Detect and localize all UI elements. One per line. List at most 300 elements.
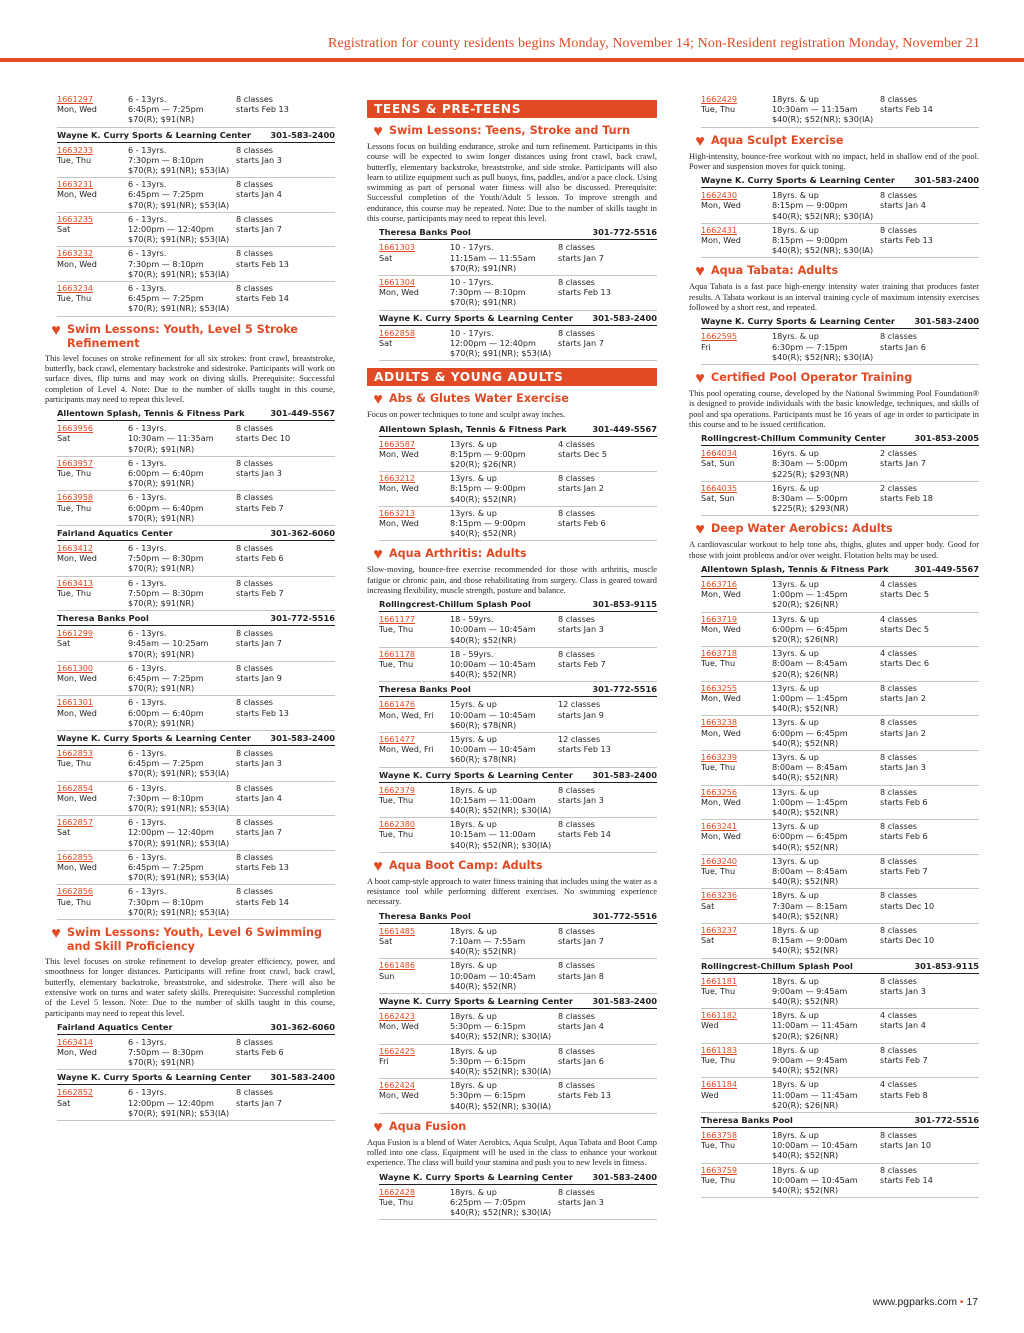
class-time: 7:30pm — 8:10pm [128, 258, 204, 269]
code-days-cell [57, 578, 128, 609]
class-code-link[interactable]: 1664035 [701, 482, 738, 493]
course-heading [689, 371, 979, 386]
class-count: 8 classes [558, 1080, 596, 1091]
classes-start-cell [236, 783, 335, 814]
class-count: 4 classes [880, 578, 918, 589]
column-1 [45, 93, 335, 1121]
class-fee: $40(R); $52(NR); $30(IA) [772, 114, 874, 125]
class-code-link[interactable]: 1662852 [57, 1087, 94, 1098]
class-row [701, 889, 979, 924]
class-row [701, 330, 979, 365]
location-name: Rollingcrest-Chillum Splash Pool [701, 960, 853, 971]
class-time: 10:00am — 10:45am [450, 659, 536, 670]
class-code-link[interactable]: 1664034 [701, 448, 738, 459]
class-row [57, 782, 335, 817]
location-phone: 301-772-5516 [592, 684, 657, 695]
class-fee: $70(R); $91(NR); $53(IA) [128, 872, 230, 883]
class-code-link[interactable]: 1661177 [379, 614, 416, 625]
code-days-cell [701, 717, 772, 748]
class-code-link[interactable]: 1661184 [701, 1079, 738, 1090]
class-days: Sat, Sun [701, 458, 735, 469]
class-days: Mon, Wed [701, 796, 741, 807]
class-fee: $40(R); $52(NR) [772, 703, 839, 714]
location-name: Theresa Banks Pool [701, 1115, 793, 1126]
heart-icon: ♥ [695, 369, 705, 387]
location-header [701, 961, 979, 974]
class-code-link[interactable]: 1661303 [379, 242, 416, 253]
class-days: Mon, Wed [701, 589, 741, 600]
class-code-link[interactable]: 1661181 [701, 975, 738, 986]
class-days: Mon, Wed [57, 258, 97, 269]
class-row [379, 241, 657, 276]
class-code-link[interactable]: 1662854 [57, 782, 94, 793]
location-phone: 301-583-2400 [592, 995, 657, 1006]
age-time-cell [772, 821, 880, 852]
classes-start-cell [880, 752, 979, 783]
class-time: 8:15pm — 9:00pm [450, 483, 526, 494]
class-code-link[interactable]: 1662379 [379, 784, 416, 795]
class-code-link[interactable]: 1663239 [701, 751, 738, 762]
class-row [379, 1010, 657, 1045]
class-fee: $70(R); $91(NR) [128, 648, 195, 659]
class-age: 6 - 13yrs. [128, 851, 167, 862]
class-time: 10:00am — 10:45am [450, 709, 536, 720]
class-age: 6 - 13yrs. [128, 628, 167, 639]
class-code-link[interactable]: 1661183 [701, 1044, 738, 1055]
class-start: starts Jan 3 [236, 467, 282, 478]
course-heading [367, 1120, 657, 1135]
class-age: 6 - 13yrs. [128, 817, 167, 828]
class-code-link[interactable]: 1661485 [379, 925, 416, 936]
heart-icon: ♥ [695, 521, 705, 539]
class-time: 6:45pm — 7:25pm [128, 673, 204, 683]
classes-start-cell [558, 649, 657, 680]
class-code-link[interactable]: 1663238 [701, 717, 738, 728]
class-count: 8 classes [558, 1045, 596, 1056]
class-age: 13yrs. & up [450, 507, 497, 518]
classes-start-cell [558, 614, 657, 645]
class-code-link[interactable]: 1662595 [701, 331, 738, 342]
class-days: Tue, Thu [379, 829, 414, 840]
class-age: 13yrs. & up [772, 578, 819, 589]
heart-icon: ♥ [51, 321, 61, 339]
age-time-cell [772, 94, 880, 125]
class-code-link[interactable]: 1663956 [57, 423, 94, 434]
class-start: starts Jan 2 [880, 727, 926, 738]
classes-start-cell [880, 683, 979, 714]
classes-start-cell [558, 1046, 657, 1077]
class-count: 8 classes [236, 213, 274, 224]
class-age: 13yrs. & up [772, 751, 819, 762]
class-days: Mon, Wed, Fri [379, 709, 434, 720]
class-code-link[interactable]: 1662853 [57, 748, 94, 759]
age-time-cell [128, 663, 236, 694]
location-name: Theresa Banks Pool [379, 910, 471, 921]
class-start: starts Jan 6 [880, 341, 926, 352]
code-days-cell [379, 699, 450, 730]
class-code-link[interactable]: 1662857 [57, 817, 94, 828]
class-fee: $70(R); $91(NR); $53(IA) [128, 165, 230, 176]
class-code-link[interactable]: 1661486 [379, 960, 416, 971]
classes-start-cell [236, 748, 335, 779]
class-count: 8 classes [880, 717, 918, 728]
class-code-link[interactable]: 1663237 [701, 925, 738, 936]
class-count: 8 classes [236, 886, 274, 897]
class-age: 10 - 17yrs. [450, 242, 494, 253]
class-start: starts Jan 3 [880, 762, 926, 773]
class-time: 5:30pm — 6:15pm [450, 1090, 526, 1101]
class-age: 18yrs. & up [450, 1045, 497, 1056]
class-age: 6 - 13yrs. [128, 542, 167, 553]
location-name: Wayne K. Curry Sports & Learning Center [57, 129, 251, 140]
class-count: 8 classes [236, 542, 274, 553]
class-time: 8:00am — 8:45am [772, 762, 848, 773]
classes-start-cell [236, 852, 335, 883]
course-heading [367, 392, 657, 407]
code-days-cell [379, 1080, 450, 1111]
class-start: starts Dec 5 [880, 589, 930, 600]
class-code-link[interactable]: 1662856 [57, 886, 94, 897]
class-code-link[interactable]: 1663213 [379, 507, 416, 518]
class-count: 4 classes [558, 438, 596, 449]
class-start: starts Feb 6 [880, 796, 928, 807]
class-fee: $40(R); $52(NR) [772, 996, 839, 1007]
class-code-link[interactable]: 1662380 [379, 819, 416, 830]
class-count: 8 classes [880, 855, 918, 866]
code-days-cell [57, 1037, 128, 1068]
class-fee: $60(R); $78(NR) [450, 719, 517, 730]
class-code-link[interactable]: 1661477 [379, 734, 416, 745]
class-start: starts Feb 13 [558, 287, 611, 298]
location-header [379, 1172, 657, 1185]
class-code-link[interactable]: 1663414 [57, 1036, 94, 1047]
class-start: starts Jan 3 [558, 1196, 604, 1207]
class-code-link[interactable]: 1662424 [379, 1080, 416, 1091]
class-time: 6:45pm — 7:25pm [128, 862, 204, 873]
class-row [701, 786, 979, 821]
class-time: 6:25pm — 7:05pm [450, 1196, 526, 1207]
age-time-cell [128, 423, 236, 454]
location-name: Wayne K. Curry Sports & Learning Center [379, 769, 573, 780]
class-row [57, 213, 335, 248]
class-row [379, 507, 657, 542]
class-code-link[interactable]: 1663256 [701, 786, 738, 797]
class-fee: $70(R); $91(NR) [128, 1057, 195, 1068]
class-days: Tue, Thu [379, 1196, 414, 1207]
class-row [701, 189, 979, 224]
course-title: Aqua Tabata: Adults [711, 264, 839, 278]
class-fee: $70(R); $91(NR); $53(IA) [128, 837, 230, 848]
classes-start-cell [558, 960, 657, 991]
class-days: Tue, Thu [701, 1055, 736, 1066]
class-code-link[interactable]: 1662855 [57, 851, 94, 862]
class-code-link[interactable]: 1661299 [57, 628, 94, 639]
class-count: 8 classes [236, 144, 274, 155]
class-days: Tue, Thu [379, 624, 414, 635]
code-days-cell [701, 448, 772, 479]
class-code-link[interactable]: 1663232 [57, 248, 94, 259]
class-count: 8 classes [236, 817, 274, 828]
classes-start-cell [558, 785, 657, 816]
class-count: 8 classes [880, 1130, 918, 1141]
class-code-link[interactable]: 1663413 [57, 577, 94, 588]
class-code-link[interactable]: 1663716 [701, 578, 738, 589]
class-count: 8 classes [880, 925, 918, 936]
class-row [701, 855, 979, 890]
age-time-cell [128, 886, 236, 917]
age-time-cell [772, 648, 880, 679]
class-count: 8 classes [236, 179, 274, 190]
location-name: Wayne K. Curry Sports & Learning Center [379, 995, 573, 1006]
class-start: starts Jan 9 [236, 673, 282, 683]
class-row [57, 178, 335, 213]
location-header [57, 528, 335, 541]
code-days-cell [379, 960, 450, 991]
class-code-link[interactable]: 1663719 [701, 613, 738, 624]
class-code-link[interactable]: 1661178 [379, 648, 416, 659]
class-days: Mon, Wed [701, 200, 741, 211]
class-time: 6:00pm — 6:45pm [772, 831, 848, 842]
class-code-link[interactable]: 1662425 [379, 1045, 416, 1056]
class-code-link[interactable]: 1663236 [701, 890, 738, 901]
class-start: starts Jan 3 [880, 985, 926, 996]
class-fee: $70(R); $91(NR); $53(IA) [128, 768, 230, 779]
class-days: Wed [701, 1089, 719, 1100]
class-count: 8 classes [236, 851, 274, 862]
class-row [701, 578, 979, 613]
class-start: starts Jan 7 [558, 935, 604, 946]
class-time: 11:00am — 11:45am [772, 1020, 858, 1031]
class-time: 7:50pm — 8:30pm [128, 587, 204, 598]
code-days-cell [379, 649, 450, 680]
class-row [57, 542, 335, 577]
class-code-link[interactable]: 1661301 [57, 697, 94, 708]
class-start: starts Feb 13 [236, 104, 289, 115]
class-code-link[interactable]: 1663957 [57, 457, 94, 468]
location-header [701, 1115, 979, 1128]
class-age: 6 - 13yrs. [128, 748, 167, 759]
class-fee: $40(R); $52(NR); $30(IA) [772, 245, 874, 256]
class-count: 8 classes [880, 190, 918, 201]
class-time: 8:15pm — 9:00pm [772, 235, 848, 246]
class-code-link[interactable]: 1662430 [701, 190, 738, 201]
class-count: 8 classes [880, 1164, 918, 1175]
class-code-link[interactable]: 1663241 [701, 821, 738, 832]
class-fee: $40(R); $52(NR); $30(IA) [450, 805, 552, 816]
classes-start-cell [236, 214, 335, 245]
class-start: starts Feb 14 [236, 293, 289, 304]
class-code-link[interactable]: 1662423 [379, 1010, 416, 1021]
class-code-link[interactable]: 1663233 [57, 144, 94, 155]
class-count: 8 classes [236, 1087, 274, 1098]
class-count: 8 classes [558, 1186, 596, 1197]
class-fee: $70(R); $91(NR) [128, 563, 195, 574]
code-days-cell [379, 328, 450, 359]
class-count: 8 classes [558, 242, 596, 253]
class-days: Sat, Sun [701, 492, 735, 503]
class-fee: $40(R); $52(NR) [450, 946, 517, 957]
code-days-cell [379, 785, 450, 816]
class-days: Tue, Thu [57, 467, 92, 478]
class-start: starts Feb 6 [880, 831, 928, 842]
location-phone: 301-583-2400 [592, 1171, 657, 1182]
class-code-link[interactable]: 1663255 [701, 682, 738, 693]
course-heading [689, 522, 979, 537]
class-age: 13yrs. & up [772, 682, 819, 693]
class-code-link[interactable]: 1663758 [701, 1130, 738, 1141]
class-code-link[interactable]: 1663234 [57, 283, 94, 294]
age-time-cell [450, 1187, 558, 1218]
class-time: 12:00pm — 12:40pm [128, 827, 214, 838]
class-count: 8 classes [880, 975, 918, 986]
class-start: starts Feb 13 [558, 744, 611, 755]
class-time: 9:45am — 10:25am [128, 638, 209, 649]
age-time-cell [450, 960, 558, 991]
class-row [379, 472, 657, 507]
class-row [379, 1045, 657, 1080]
class-days: Sat [701, 900, 715, 911]
class-fee: $70(R); $91(NR); $53(IA) [128, 803, 230, 814]
class-code-link[interactable]: 1663587 [379, 438, 416, 449]
class-start: starts Feb 13 [236, 258, 289, 269]
code-days-cell [701, 1130, 772, 1161]
class-days: Mon, Wed [379, 1021, 419, 1032]
class-age: 18yrs. & up [450, 1010, 497, 1021]
class-row [379, 784, 657, 819]
class-row [701, 93, 979, 128]
footer-url[interactable]: www.pgparks.com [872, 1297, 958, 1308]
classes-start-cell [558, 1011, 657, 1042]
classes-start-cell [236, 697, 335, 728]
class-age: 6 - 13yrs. [128, 457, 167, 468]
location-phone: 301-583-2400 [592, 312, 657, 323]
code-days-cell [701, 94, 772, 125]
class-start: starts Feb 6 [236, 553, 284, 564]
class-time: 10:00am — 10:45am [772, 1174, 858, 1185]
class-start: starts Jan 6 [558, 1055, 604, 1066]
code-days-cell [701, 752, 772, 783]
class-time: 7:30pm — 8:10pm [128, 154, 204, 165]
class-days: Sat [57, 433, 71, 444]
age-time-cell [772, 890, 880, 921]
age-time-cell [772, 1130, 880, 1161]
class-start: starts Feb 13 [236, 707, 289, 718]
classes-start-cell [880, 1165, 979, 1196]
code-days-cell [701, 976, 772, 1007]
location-header [379, 424, 657, 437]
age-time-cell [128, 214, 236, 245]
class-days: Tue, Thu [57, 587, 92, 598]
class-days: Mon, Wed [57, 189, 97, 200]
location-header [57, 1072, 335, 1085]
class-age: 18yrs. & up [772, 224, 819, 235]
class-start: starts Jan 3 [558, 794, 604, 805]
class-row [701, 1044, 979, 1079]
page-header [0, 0, 1024, 62]
class-code-link[interactable]: 1663412 [57, 542, 94, 553]
class-start: starts Jan 2 [558, 483, 604, 494]
code-days-cell [701, 579, 772, 610]
footer-separator: • [959, 1297, 964, 1308]
class-start: starts Feb 13 [236, 862, 289, 873]
classes-start-cell [558, 473, 657, 504]
class-code-link[interactable]: 1663958 [57, 492, 94, 503]
class-days: Mon, Wed [379, 448, 419, 459]
class-code-link[interactable]: 1662429 [701, 94, 738, 104]
class-age: 13yrs. & up [450, 473, 497, 484]
class-fee: $40(R); $52(NR); $30(IA) [772, 210, 874, 221]
class-code-link[interactable]: 1661476 [379, 699, 416, 710]
class-time: 6:00pm — 6:40pm [128, 707, 204, 718]
location-phone: 301-583-2400 [914, 316, 979, 327]
class-code-link[interactable]: 1663231 [57, 179, 94, 190]
class-count: 8 classes [236, 577, 274, 588]
location-name: Wayne K. Curry Sports & Learning Center [701, 316, 895, 327]
age-time-cell [450, 1011, 558, 1042]
location-header [57, 130, 335, 143]
code-days-cell [57, 283, 128, 314]
location-header [57, 1022, 335, 1035]
location-name: Allentown Splash, Tennis & Fitness Park [701, 563, 889, 574]
class-age: 13yrs. & up [450, 438, 497, 449]
location-header [57, 613, 335, 626]
classes-start-cell [880, 483, 979, 514]
class-days: Mon, Wed [57, 553, 97, 564]
section-banner: TEENS & PRE-TEENS [367, 100, 657, 118]
class-time: 6:45pm — 7:25pm [128, 104, 204, 115]
class-time: 1:00pm — 1:45pm [772, 589, 848, 600]
class-age: 18yrs. & up [772, 890, 819, 901]
class-code-link[interactable]: 1663718 [701, 648, 738, 659]
location-name: Rollingcrest-Chillum Community Center [701, 433, 886, 444]
age-time-cell [772, 614, 880, 645]
class-code-link[interactable]: 1663240 [701, 855, 738, 866]
class-time: 8:15pm — 9:00pm [772, 200, 848, 211]
class-row [57, 662, 335, 697]
class-code-link[interactable]: 1661300 [57, 662, 94, 673]
class-code-link[interactable]: 1662858 [379, 327, 416, 338]
class-code-link[interactable]: 1663759 [701, 1164, 738, 1175]
classes-start-cell [880, 448, 979, 479]
class-days: Sat [379, 252, 393, 263]
class-time: 10:30am — 11:15am [772, 104, 858, 115]
class-code-link[interactable]: 1661182 [701, 1010, 738, 1021]
class-time: 6:30pm — 7:15pm [772, 341, 848, 352]
class-code-link[interactable]: 1663212 [379, 473, 416, 484]
class-time: 8:15am — 9:00am [772, 935, 848, 946]
class-code-link[interactable]: 1663235 [57, 213, 94, 224]
class-code-link[interactable]: 1661297 [57, 94, 94, 104]
location-phone: 301-583-2400 [270, 733, 335, 744]
classes-start-cell [880, 1079, 979, 1110]
location-header [379, 599, 657, 612]
course-description: A boot camp-style approach to water fitness training that includes using the water as a resistance tool while performing different exercises. No swimming experience necessary. [367, 876, 657, 907]
class-start: starts Jan 4 [236, 792, 282, 803]
class-fee: $225(R); $293(NR) [772, 468, 849, 479]
class-code-link[interactable]: 1661304 [379, 276, 416, 287]
class-code-link[interactable]: 1662431 [701, 224, 738, 235]
age-time-cell [128, 492, 236, 523]
class-code-link[interactable]: 1662428 [379, 1186, 416, 1197]
classes-start-cell [880, 94, 979, 125]
class-count: 8 classes [558, 784, 596, 795]
location-phone: 301-362-6060 [270, 1021, 335, 1032]
class-age: 18yrs. & up [772, 190, 819, 201]
class-age: 13yrs. & up [772, 855, 819, 866]
class-time: 6:45pm — 7:25pm [128, 189, 204, 200]
age-time-cell [450, 649, 558, 680]
course-title: Swim Lessons: Youth, Level 5 Stroke Refinement [67, 322, 299, 350]
